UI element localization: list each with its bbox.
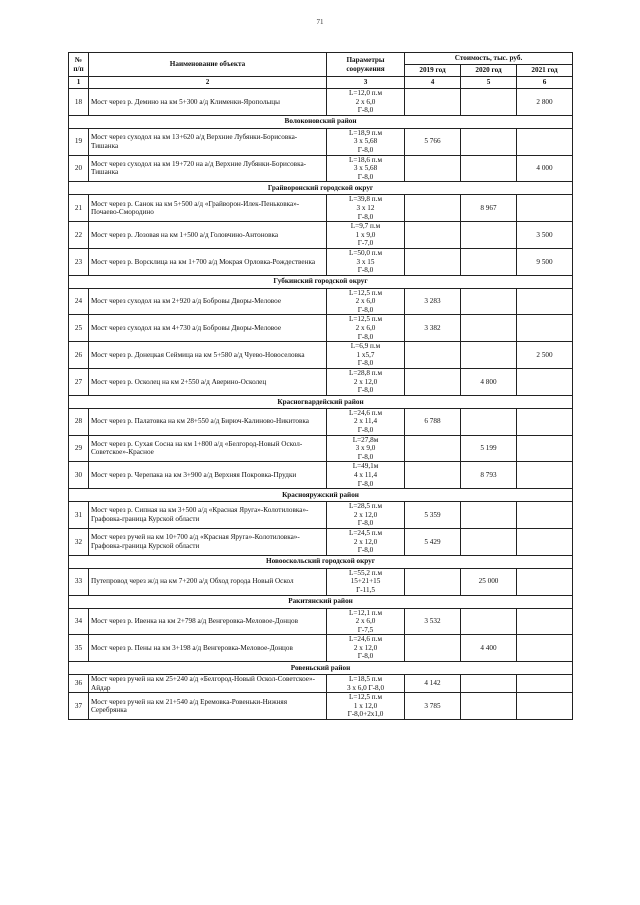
index-cell: 6 [517, 77, 573, 89]
cost-2020 [461, 502, 517, 529]
cost-2021 [517, 635, 573, 662]
object-name: Мост через р. Палатовка на км 28+550 а/д Бирюч-Калиново-Никитовка [89, 408, 327, 435]
param-line: Г-8,0 [357, 546, 374, 555]
cost-2020: 5 199 [461, 435, 517, 462]
param-line: L=12,5 п.м [348, 693, 382, 702]
row-number: 22 [69, 222, 89, 249]
table-row [69, 635, 573, 662]
cost-2021 [517, 288, 573, 315]
table-row [69, 222, 573, 249]
structure-params [327, 248, 405, 275]
object-name: Мост через ручей на км 10+700 а/д «Красная Яруга»-Колотиловка»-Графовка-граница Курской области [89, 528, 327, 555]
row-number: 28 [69, 408, 89, 435]
param-line: Г-8,0+2х1,0 [347, 710, 384, 719]
cost-2021 [517, 369, 573, 396]
param-line: 1 х 9,0 [355, 230, 376, 239]
section-row [69, 115, 573, 128]
object-name: Мост через суходол на км 4+730 а/д Бобровы Дворы-Меловое [89, 315, 327, 342]
cost-2020: 25 000 [461, 568, 517, 595]
cost-2021 [517, 462, 573, 489]
param-line: L=24,6 п.м [348, 635, 382, 644]
row-number: 30 [69, 462, 89, 489]
row-number: 23 [69, 248, 89, 275]
cost-2020 [461, 248, 517, 275]
object-name: Мост через р. Ивенка на км 2+798 а/д Венгеровка-Меловое-Донцов [89, 608, 327, 635]
cost-2019 [405, 195, 461, 222]
row-number: 32 [69, 528, 89, 555]
structure-params [327, 435, 405, 462]
cost-2019 [405, 435, 461, 462]
index-cell: 5 [461, 77, 517, 89]
header-name: Наименование объекта [89, 53, 327, 77]
cost-2020: 8 967 [461, 195, 517, 222]
structure-params [327, 89, 405, 116]
structure-params [327, 675, 405, 693]
table-body [69, 89, 573, 720]
section-row [69, 395, 573, 408]
cost-2021 [517, 675, 573, 693]
object-name: Мост через р. Осколец на км 2+550 а/д Аверино-Осколец [89, 369, 327, 396]
cost-2021 [517, 315, 573, 342]
param-line: Г-11,5 [356, 585, 375, 594]
index-cell: 2 [89, 77, 327, 89]
param-line: 15+21+15 [350, 577, 381, 586]
row-number: 37 [69, 693, 89, 720]
table-row [69, 288, 573, 315]
param-line: Г-8,0 [357, 386, 374, 395]
param-line: L=24,6 п.м [348, 408, 382, 417]
row-number: 24 [69, 288, 89, 315]
cost-2020 [461, 693, 517, 720]
table-row [69, 155, 573, 182]
section-row [69, 489, 573, 502]
param-line: Г-8,0 [357, 172, 374, 181]
param-line: L=28,8 п.м [348, 369, 382, 378]
cost-2019: 6 788 [405, 408, 461, 435]
param-line: Г-7,0 [357, 239, 374, 248]
param-line: 2 х 6,0 [355, 324, 376, 333]
param-line: L=9,7 п.м [350, 222, 381, 231]
cost-2019: 5 766 [405, 128, 461, 155]
cost-2020 [461, 89, 517, 116]
object-name: Мост через р. Санок на км 5+500 а/д «Грайворон-Илек-Пеньковка»-Почаево-Смородино [89, 195, 327, 222]
param-line: L=27,8м [352, 435, 379, 444]
param-line: 3 х 9,0 [355, 444, 376, 453]
structure-params [327, 128, 405, 155]
cost-2019 [405, 369, 461, 396]
header-params: Параметры сооружения [327, 53, 405, 77]
header-year-2021: 2021 год [517, 65, 573, 77]
param-line: L=12,5 п.м [348, 288, 382, 297]
cost-2019 [405, 89, 461, 116]
table-row [69, 528, 573, 555]
param-line: 3 х 12 [356, 203, 375, 212]
param-line: Г-8,0 [357, 332, 374, 341]
cost-2021 [517, 528, 573, 555]
table-row [69, 693, 573, 720]
param-line: 3 х 15 [356, 257, 375, 266]
object-name: Мост через р. Сипная на км 3+500 а/д «Красная Яруга»-Колотиловка»-Графовка-граница Курской области [89, 502, 327, 529]
param-line: L=6,9 п.м [350, 342, 381, 351]
row-number: 36 [69, 675, 89, 693]
cost-2020 [461, 155, 517, 182]
table-row [69, 608, 573, 635]
param-line: 2 х 11,4 [353, 417, 378, 426]
structure-params [327, 568, 405, 595]
param-line: Г-8,0 [357, 106, 374, 115]
param-line: Г-8,0 [357, 452, 374, 461]
structure-params [327, 528, 405, 555]
row-number: 35 [69, 635, 89, 662]
structure-params [327, 288, 405, 315]
param-line: 3 х 5,68 [353, 137, 378, 146]
param-line: Г-8,0 [357, 266, 374, 275]
object-name: Мост через р. Лозовая на км 1+500 а/д Головчино-Антоновка [89, 222, 327, 249]
param-line: 2 х 6,0 [355, 97, 376, 106]
section-title: Волоконовский район [69, 115, 573, 128]
param-line: 2 х 12,0 [353, 643, 378, 652]
param-line: Г-8,0 [357, 145, 374, 154]
param-line: Г-8,0 [357, 212, 374, 221]
param-line: Г-7,5 [357, 625, 374, 634]
cost-2019: 4 142 [405, 675, 461, 693]
cost-2019: 3 785 [405, 693, 461, 720]
param-line: 2 х 12,0 [353, 377, 378, 386]
cost-2021 [517, 608, 573, 635]
section-row [69, 555, 573, 568]
cost-2019: 5 359 [405, 502, 461, 529]
param-line: Г-8,0 [357, 652, 374, 661]
header-cost: Стоимость, тыс. руб. [405, 53, 573, 65]
param-line: L=55,2 п.м [348, 568, 382, 577]
param-line: 1 х5,7 [356, 350, 375, 359]
param-line: L=12,5 п.м [348, 315, 382, 324]
table-row [69, 568, 573, 595]
section-title: Новооскольский городской округ [69, 555, 573, 568]
param-line: 3 х 5,68 [353, 164, 378, 173]
object-name: Путепровод через ж/д на км 7+200 а/д Обход города Новый Оскол [89, 568, 327, 595]
row-number: 21 [69, 195, 89, 222]
structure-params [327, 408, 405, 435]
param-line: Г-8,0 [357, 359, 374, 368]
cost-2021 [517, 195, 573, 222]
row-number: 19 [69, 128, 89, 155]
structure-params [327, 693, 405, 720]
cost-2020 [461, 222, 517, 249]
cost-2019: 3 532 [405, 608, 461, 635]
cost-2021 [517, 693, 573, 720]
table-row [69, 128, 573, 155]
table-row [69, 675, 573, 693]
header-year-2020: 2020 год [461, 65, 517, 77]
cost-2019 [405, 342, 461, 369]
cost-2020 [461, 128, 517, 155]
param-line: L=24,5 п.м [348, 528, 382, 537]
cost-2019: 5 429 [405, 528, 461, 555]
param-line: 4 х 11,4 [353, 470, 378, 479]
param-line: 3 х 6,0 Г-8,0 [346, 683, 385, 692]
cost-2021: 4 000 [517, 155, 573, 182]
object-name: Мост через суходол на км 2+920 а/д Бобровы Дворы-Меловое [89, 288, 327, 315]
cost-2021 [517, 408, 573, 435]
structure-params [327, 635, 405, 662]
param-line: Г-8,0 [357, 519, 374, 528]
table-row [69, 462, 573, 489]
param-line: Г-8,0 [357, 479, 374, 488]
param-line: 2 х 12,0 [353, 537, 378, 546]
cost-2020: 4 400 [461, 635, 517, 662]
table-row [69, 408, 573, 435]
cost-2020 [461, 608, 517, 635]
header-year-2019: 2019 год [405, 65, 461, 77]
row-number: 29 [69, 435, 89, 462]
row-number: 31 [69, 502, 89, 529]
cost-2019 [405, 462, 461, 489]
structure-params [327, 195, 405, 222]
object-name: Мост через р. Донецкая Сеймица на км 5+580 а/д Чуево-Новоселовка [89, 342, 327, 369]
param-line: L=28,5 п.м [348, 502, 382, 511]
cost-2021: 3 500 [517, 222, 573, 249]
cost-2020: 4 800 [461, 369, 517, 396]
param-line: L=18,9 п.м [348, 128, 382, 137]
structure-params [327, 155, 405, 182]
param-line: Г-8,0 [357, 426, 374, 434]
cost-2020 [461, 528, 517, 555]
row-number: 25 [69, 315, 89, 342]
section-title: Губкинский городской округ [69, 275, 573, 288]
param-line: L=50,0 п.м [348, 248, 382, 257]
section-row [69, 595, 573, 608]
param-line: L=49,1м [352, 462, 379, 471]
object-name: Мост через суходол на км 19+720 на а/д Верхние Лубянки-Борисовка-Тишанка [89, 155, 327, 182]
section-title: Грайворонский городской округ [69, 182, 573, 195]
param-line: 2 х 6,0 [355, 617, 376, 626]
table-row [69, 502, 573, 529]
structure-params [327, 315, 405, 342]
structure-params [327, 502, 405, 529]
structure-params [327, 342, 405, 369]
cost-2021 [517, 435, 573, 462]
param-line: L=12,0 п.м [348, 89, 382, 97]
cost-2020 [461, 675, 517, 693]
cost-2019: 3 283 [405, 288, 461, 315]
section-row [69, 662, 573, 675]
section-title: Краснояружский район [69, 489, 573, 502]
index-cell: 1 [69, 77, 89, 89]
section-title: Красногвардейский район [69, 395, 573, 408]
cost-2019 [405, 222, 461, 249]
index-cell: 3 [327, 77, 405, 89]
row-number: 18 [69, 89, 89, 116]
param-line: L=18,6 п.м [348, 155, 382, 164]
cost-2021: 9 500 [517, 248, 573, 275]
cost-2021 [517, 502, 573, 529]
table-row [69, 248, 573, 275]
object-name: Мост через р. Черепака на км 3+900 а/д Верхняя Покровка-Прудки [89, 462, 327, 489]
cost-2020 [461, 288, 517, 315]
object-name: Мост через ручей на км 21+540 а/д Еремовка-Ровеньки-Нижняя Серебрянка [89, 693, 327, 720]
structure-params [327, 608, 405, 635]
cost-2021: 2 800 [517, 89, 573, 116]
object-name: Мост через р. Ворсклица на км 1+700 а/д Мокрая Орловка-Рождественка [89, 248, 327, 275]
cost-2020 [461, 342, 517, 369]
cost-2020 [461, 315, 517, 342]
index-cell: 4 [405, 77, 461, 89]
row-number: 34 [69, 608, 89, 635]
section-title: Ракитянский район [69, 595, 573, 608]
param-line: L=18,5 п.м [348, 675, 382, 684]
row-number: 20 [69, 155, 89, 182]
header-num: № п/п [69, 53, 89, 77]
cost-2019 [405, 568, 461, 595]
table-row [69, 342, 573, 369]
section-title: Ровеньский район [69, 662, 573, 675]
table-row [69, 315, 573, 342]
table-row [69, 369, 573, 396]
structure-params [327, 369, 405, 396]
table-row [69, 195, 573, 222]
row-number: 33 [69, 568, 89, 595]
param-line: Г-8,0 [357, 305, 374, 314]
table-row [69, 89, 573, 116]
object-name: Мост через р. Демино на км 5+300 а/д Клименки-Ярополыцы [89, 89, 327, 116]
cost-2019 [405, 248, 461, 275]
cost-2021 [517, 568, 573, 595]
bridge-cost-table [68, 52, 573, 720]
param-line: L=39,8 п.м [348, 195, 382, 204]
structure-params [327, 462, 405, 489]
row-number: 26 [69, 342, 89, 369]
param-line: L=12,1 п.м [348, 608, 382, 617]
cost-2020: 8 793 [461, 462, 517, 489]
param-line: 2 х 12,0 [353, 510, 378, 519]
table-row [69, 435, 573, 462]
object-name: Мост через суходол на км 13+620 а/д Верхние Лубянки-Борисовка-Тишанка [89, 128, 327, 155]
section-row [69, 182, 573, 195]
cost-2019: 3 382 [405, 315, 461, 342]
page-number: 71 [316, 18, 324, 26]
cost-2019 [405, 155, 461, 182]
cost-2021 [517, 128, 573, 155]
section-row [69, 275, 573, 288]
cost-2021: 2 500 [517, 342, 573, 369]
param-line: 2 х 6,0 [355, 297, 376, 306]
param-line: 1 х 12,0 [353, 701, 378, 710]
object-name: Мост через р. Сухая Сосна на км 1+800 а/д «Белгород-Новый Оскол-Советское»-Красное [89, 435, 327, 462]
row-number: 27 [69, 369, 89, 396]
cost-2019 [405, 635, 461, 662]
structure-params [327, 222, 405, 249]
object-name: Мост через р. Пены на км 3+198 а/д Венгеровка-Меловое-Донцов [89, 635, 327, 662]
cost-2020 [461, 408, 517, 435]
object-name: Мост через ручей на км 25+240 а/д «Белгород-Новый Оскол-Советское»-Айдар [89, 675, 327, 693]
